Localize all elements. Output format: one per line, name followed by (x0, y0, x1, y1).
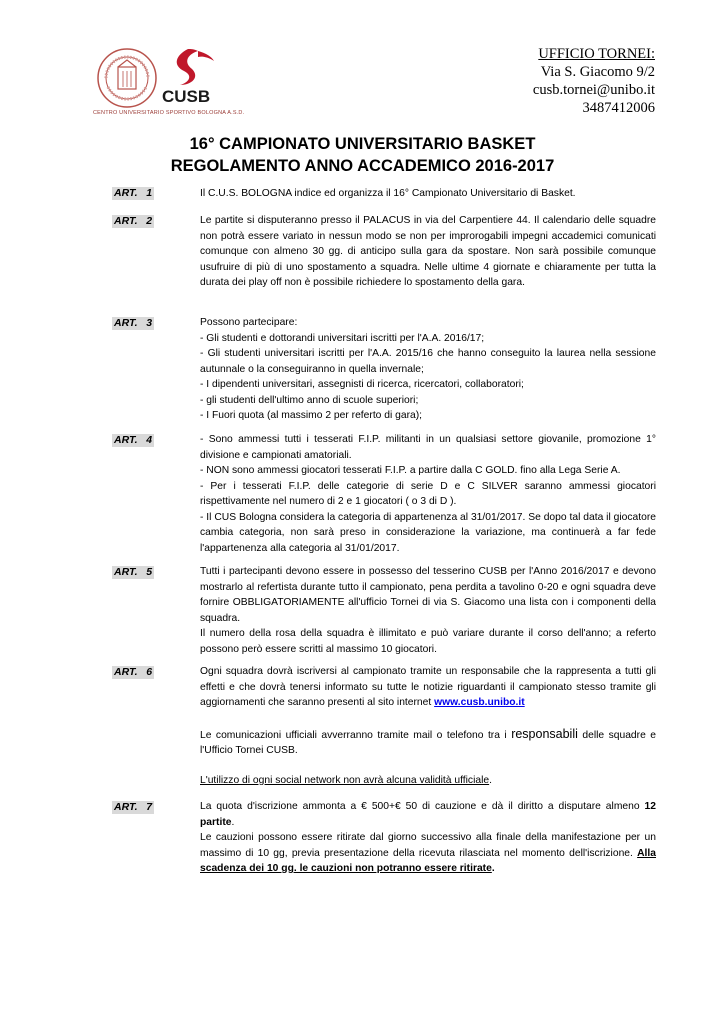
article-7-deposit-text: Le cauzioni possono essere ritirate dal giorno successivo alla finale della manifestazione per un massimo di 10 gg, previa presentazione della ricevuta rilasciata nel momento dell'iscrizione. (200, 832, 656, 859)
article-6-paragraph-1-text: Ogni squadra dovrà iscriversi al campionato tramite un responsabile che la rappresenta a tutti gli effetti e che dovrà tenersi informato su tutte le notizie riguardanti il campionato stesso tramite gli aggiornamenti che saranno presenti al sito internet (200, 666, 656, 708)
article-7-deposit-end: . (491, 863, 495, 874)
cusb-logo-text: CUSB (162, 87, 211, 106)
article-4-item: - Sono ammessi tutti i tesserati F.I.P. militanti in un qualsiasi settore giovanile, promozione 1° divisione e campionati amatoriali. (200, 434, 656, 461)
article-7-paragraph-1 (200, 799, 656, 830)
social-network-period: . (489, 774, 492, 786)
title-line-1: 16° CAMPIONATO UNIVERSITARIO BASKET (189, 135, 536, 153)
article-7-paragraph-2 (200, 830, 656, 877)
article-1-paragraph: Il C.U.S. BOLOGNA indice ed organizza il 16° Campionato Universitario di Basket. (200, 188, 576, 199)
article-5-text (200, 564, 656, 657)
article-4-label: ART. 4 (114, 434, 153, 446)
article-6-label: ART. 6 (114, 666, 153, 678)
article-4-item: - Per i tesserati F.I.P. delle categorie di serie D e C SILVER saranno ammessi giocatori rispettivamente nel numero di 2 e 1 giocatori ( o 3 di D ). (200, 480, 656, 507)
article-7-deposit-warning: Alla scadenza dei 10 gg. le cauzioni non potranno essere ritirate (200, 847, 656, 874)
office-email: cusb.tornei@unibo.it (532, 82, 655, 98)
article-2-text (200, 213, 656, 291)
article-3-intro: Possono partecipare: (200, 317, 298, 328)
article-6-paragraph-1 (200, 664, 656, 711)
social-network-notice: L'utilizzo di ogni social network non avrà alcuna validità ufficiale (200, 774, 490, 786)
article-6-paragraph-3 (200, 773, 656, 789)
document-title (0, 133, 725, 177)
article-3-item: - Gli studenti universitari iscritti per l'A.A. 2015/16 che hanno conseguito la laurea nella sessione autunnale o la conseguiranno in quella invernale; (200, 348, 656, 375)
title-line-2: REGOLAMENTO ANNO ACCADEMICO 2016-2017 (170, 157, 555, 175)
article-3-label: ART. 3 (114, 317, 153, 329)
article-6-paragraph-2-text: Le comunicazioni ufficiali avverranno tramite mail o telefono tra i (200, 729, 512, 741)
article-5-label: ART. 5 (114, 566, 153, 578)
article-6-text (200, 664, 656, 788)
article-7-text (200, 799, 656, 877)
office-address: Via S. Giacomo 9/2 (540, 64, 655, 80)
article-2-paragraph: Le partite si disputeranno presso il PALACUS in via del Carpentiere 44. Il calendario delle squadre non potrà essere variato in nessun modo se non per improrogabili impegni accademici comunicati comunque con almeno 30 gg. di anticipo sulla gara da spostare. Non sarà possibile comunque usufruire di più di uno spostamento a squadra. Nelle ultime 4 giornate e chiaramente per tutta la durata dei play off non è possibile richiedere lo spostamento della gara. (200, 215, 656, 288)
article-7-label: ART. 7 (114, 801, 153, 813)
article-7-fee-end: . (231, 816, 235, 828)
article-7-fee-text: La quota d'iscrizione ammonta a € 500+€ 50 di cauzione e dà il diritto a disputare almeno (200, 801, 645, 812)
website-link[interactable]: www.cusb.unibo.it (434, 697, 525, 708)
university-seal-logo (96, 47, 158, 109)
article-3-item: - I dipendenti universitari, assegnisti di ricerca, ricercatori, collaboratori; (200, 379, 524, 390)
article-4-item: - NON sono ammessi giocatori tesserati F.I.P. a partire dalla C GOLD. fino alla Lega Serie A. (200, 465, 621, 476)
office-label: UFFICIO TORNEI: (538, 46, 655, 62)
cusb-logo (158, 47, 218, 107)
seal-caption: CENTRO UNIVERSITARIO SPORTIVO BOLOGNA A.S.D. (93, 110, 245, 116)
article-4-item: - Il CUS Bologna considera la categoria di appartenenza al 31/01/2017. Se dopo tal data il giocatore cambia categoria, non sarà preso in considerazione la variazione, ma continuerà a far fede l'appartenenza alla categoria al 31/01/2017. (200, 511, 656, 554)
article-4-text (200, 432, 656, 556)
responsabili-word: responsabili (511, 726, 578, 741)
article-6-paragraph-2-end: delle squadre e l'Ufficio Tornei CUSB. (200, 729, 656, 756)
article-1-label: ART. 1 (114, 187, 153, 199)
article-7-matches: 12 partite (200, 801, 656, 828)
contact-block (533, 45, 655, 117)
office-phone: 3487412006 (582, 100, 655, 116)
article-6-paragraph-2 (200, 727, 656, 759)
article-5-paragraph-2: Il numero della rosa della squadra è illimitato e può variare durante il corso dell'anno; a referto possono però essere scritti al massimo 10 giocatori. (200, 628, 656, 655)
article-3-item: - gli studenti dell'ultimo anno di scuole superiori; (200, 394, 419, 406)
article-3-item: - I Fuori quota (al massimo 2 per referto di gara); (200, 410, 423, 421)
article-5-paragraph-1: Tutti i partecipanti devono essere in possesso del tesserino CUSB per l'Anno 2016/2017 e devono mostrarlo al refertista durante tutto il campionato, pena perdita a tavolino 0-20 e ogni squadra deve fornire OBBLIGATORIAMENTE all'ufficio Tornei di via S. Giacomo una lista con i componenti della squadra. (200, 566, 656, 624)
article-3-text (200, 315, 656, 424)
article-1-text (200, 186, 656, 202)
article-2-label: ART. 2 (114, 215, 153, 227)
article-3-item: - Gli studenti e dottorandi universitari iscritti per l'A.A. 2016/17; (200, 332, 485, 344)
